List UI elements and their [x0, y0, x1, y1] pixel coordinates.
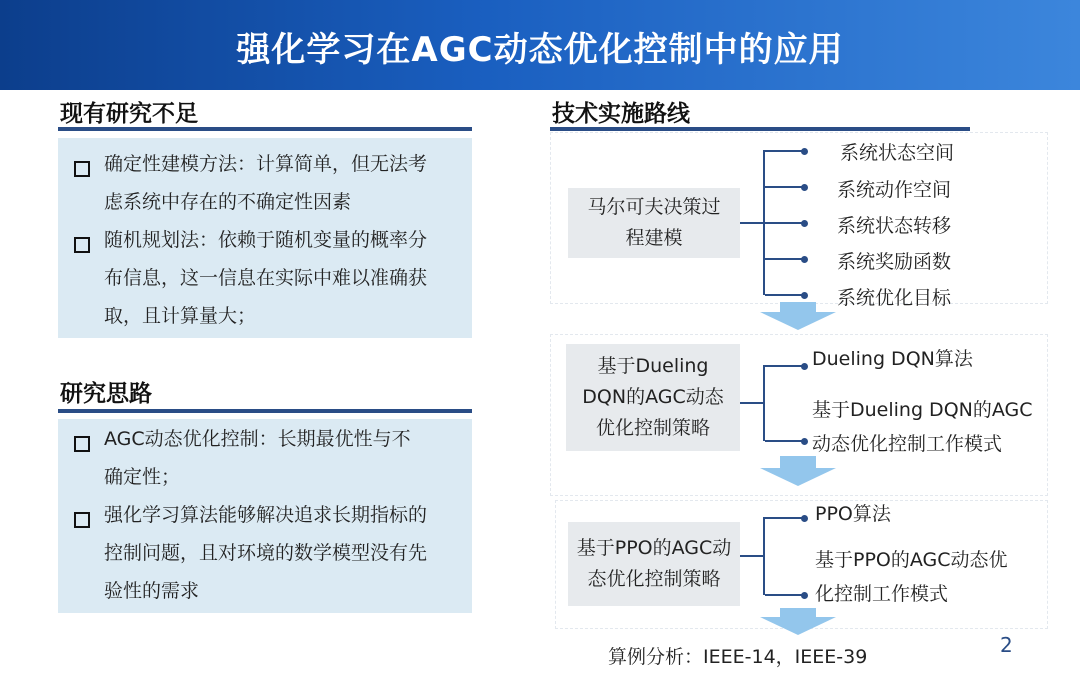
- connector-line: [763, 517, 765, 595]
- connector-line: [765, 258, 803, 260]
- down-arrow-icon: [760, 617, 836, 635]
- list-item: [74, 230, 427, 335]
- section-underline: [550, 127, 970, 131]
- stage3-item: PPO算法: [815, 503, 891, 525]
- stage-box-line: 基于Dueling: [597, 355, 709, 377]
- connector-line: [765, 594, 803, 596]
- node-dot-icon: [801, 515, 808, 522]
- connector-line: [765, 150, 803, 152]
- node-dot-icon: [801, 363, 808, 370]
- down-arrow-icon: [760, 468, 836, 486]
- connector-line: [765, 440, 803, 442]
- square-bullet-icon: [74, 436, 90, 452]
- stage-box-line: 程建模: [625, 227, 683, 249]
- stage-box-line: 基于PPO的AGC动: [576, 537, 732, 559]
- stage3-item: [815, 543, 1008, 611]
- leaf-line: 基于PPO的AGC动态优: [815, 549, 1008, 571]
- down-arrow-icon: [780, 456, 816, 468]
- leaf-line: 动态优化控制工作模式: [812, 433, 1003, 455]
- stage-box-line: 马尔可夫决策过: [587, 196, 721, 218]
- stage-box-line: 态优化控制策略: [587, 568, 721, 590]
- case-study-label: 算例分析：IEEE-14，IEEE-39: [608, 646, 868, 668]
- connector-line: [763, 365, 765, 441]
- stage1-item: 系统状态转移: [837, 215, 952, 237]
- section-underline: [58, 409, 472, 413]
- bullet-line: 虑系统中存在的不确定性因素: [104, 191, 352, 213]
- connector-line: [765, 294, 803, 296]
- list-item: [74, 154, 427, 221]
- connector-line: [765, 222, 803, 224]
- stage2-box: [566, 344, 740, 451]
- section-underline: [58, 127, 472, 131]
- bullet-line: 确定性；: [104, 466, 181, 488]
- leaf-line: 基于Dueling DQN的AGC: [812, 399, 1033, 421]
- square-bullet-icon: [74, 512, 90, 528]
- list-item: [74, 505, 427, 610]
- stage1-item: 系统优化目标: [837, 287, 952, 309]
- section-title-shortcomings: 现有研究不足: [60, 101, 198, 127]
- bullet-line: 随机规划法：依赖于随机变量的概率分: [104, 229, 428, 251]
- node-dot-icon: [801, 148, 808, 155]
- node-dot-icon: [801, 184, 808, 191]
- bullet-line: 布信息，这一信息在实际中难以准确获: [104, 267, 428, 289]
- stage1-item: 系统动作空间: [837, 179, 952, 201]
- node-dot-icon: [801, 256, 808, 263]
- connector-line: [740, 402, 764, 404]
- connector-line: [740, 555, 764, 557]
- section-title-roadmap: 技术实施路线: [552, 101, 690, 127]
- square-bullet-icon: [74, 161, 90, 177]
- stage2-item: [812, 393, 1033, 461]
- page-title: 强化学习在AGC动态优化控制中的应用: [236, 30, 844, 70]
- stage3-box: [568, 522, 740, 606]
- node-dot-icon: [801, 292, 808, 299]
- bullet-line: 取，且计算量大；: [104, 305, 257, 327]
- bullet-line: 确定性建模方法：计算简单，但无法考: [104, 153, 428, 175]
- leaf-line: 化控制工作模式: [815, 583, 949, 605]
- stage1-box: [568, 188, 740, 258]
- bullet-line: 强化学习算法能够解决追求长期指标的: [104, 504, 428, 526]
- node-dot-icon: [801, 592, 808, 599]
- section-title-approach: 研究思路: [60, 381, 152, 407]
- down-arrow-icon: [780, 302, 816, 312]
- connector-line: [765, 365, 803, 367]
- connector-line: [740, 222, 764, 224]
- connector-line: [765, 186, 803, 188]
- down-arrow-icon: [760, 312, 836, 330]
- page-number: 2: [1000, 633, 1013, 657]
- list-item: [74, 429, 411, 496]
- bullet-line: 控制问题，且对环境的数学模型没有先: [104, 542, 428, 564]
- square-bullet-icon: [74, 237, 90, 253]
- stage1-item: 系统奖励函数: [837, 251, 952, 273]
- stage-box-line: DQN的AGC动态: [582, 386, 724, 408]
- stage1-item: 系统状态空间: [840, 142, 955, 164]
- bullet-line: AGC动态优化控制：长期最优性与不: [104, 428, 411, 450]
- connector-line: [765, 517, 803, 519]
- title-banner: [0, 0, 1080, 90]
- stage-box-line: 优化控制策略: [595, 417, 710, 439]
- node-dot-icon: [801, 220, 808, 227]
- node-dot-icon: [801, 438, 808, 445]
- bullet-line: 验性的需求: [104, 580, 200, 602]
- stage2-item: Dueling DQN算法: [812, 348, 973, 370]
